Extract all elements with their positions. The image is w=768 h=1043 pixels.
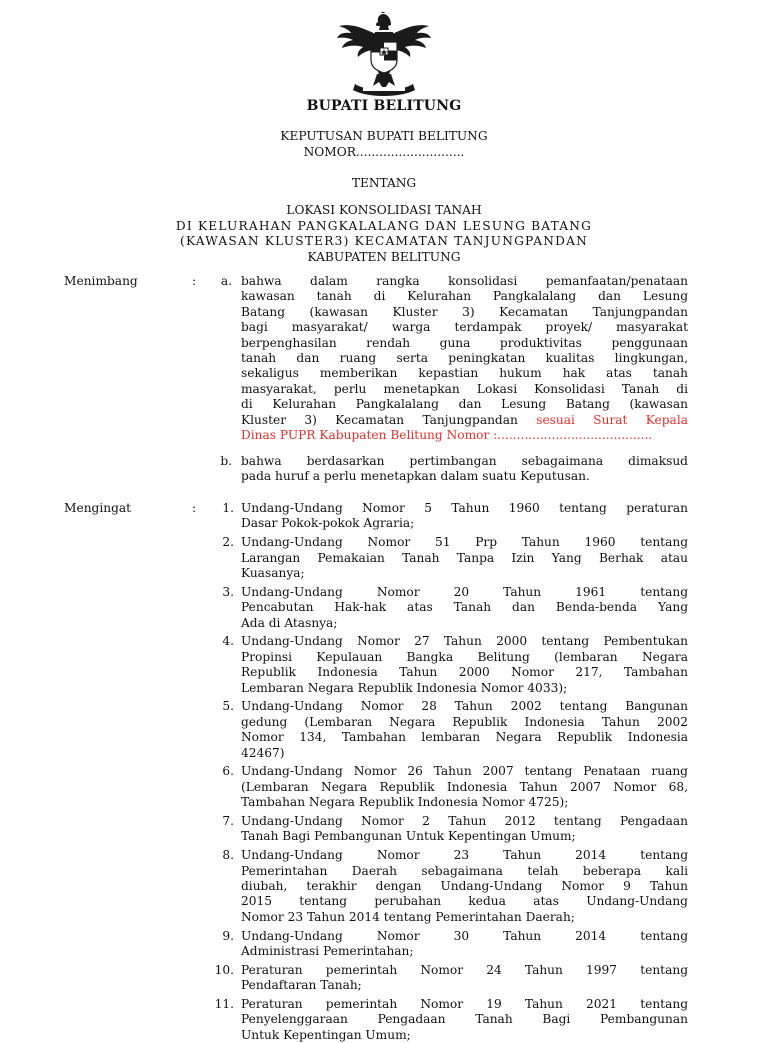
text-line: gedung (Lembaran Negara Republik Indonesia Tahun 2002 bbox=[241, 714, 688, 729]
text-line: Penyelenggaraan Pengadaan Tanah Bagi Pembangunan bbox=[241, 1012, 688, 1027]
item-number: 1. bbox=[222, 501, 234, 515]
text-line: berpenghasilan rendah guna produktivitas penggunaan bbox=[241, 335, 688, 350]
item-number: b. bbox=[220, 454, 232, 468]
text-line: Nomor 23 Tahun 2014 tentang Pemerintahan Daerah; bbox=[241, 909, 575, 924]
text-line: Undang-Undang Nomor 51 Prp Tahun 1960 tentang bbox=[241, 535, 688, 550]
text-line: Ada di Atasnya; bbox=[241, 615, 338, 630]
text-line: Larangan Pemakaian Tanah Tanpa Izin Yang Berhak atau bbox=[241, 550, 688, 565]
section-label: Mengingat bbox=[64, 501, 132, 515]
text-line: Undang-Undang Nomor 23 Tahun 2014 tentang bbox=[241, 848, 688, 863]
text-line: Undang-Undang Nomor 30 Tahun 2014 tentang bbox=[241, 928, 688, 943]
text-line: tanah dan ruang serta peningkatan kualitas lingkungan, bbox=[241, 350, 688, 365]
text-line: Lembaran Negara Republik Indonesia Nomor 4033); bbox=[241, 680, 568, 695]
item-text bbox=[241, 699, 688, 761]
item-number: a. bbox=[220, 274, 232, 288]
garuda-pancasila-emblem-icon bbox=[333, 12, 435, 98]
decree-number: NOMOR............................ bbox=[303, 145, 465, 159]
subject-line-3: (KAWASAN KLUSTER3) KECAMATAN TANJUNGPANDAN bbox=[179, 234, 589, 249]
issuer-title: BUPATI BELITUNG bbox=[306, 98, 462, 114]
text-line: Pendaftaran Tanah; bbox=[241, 978, 362, 993]
text-line: kawasan tanah di Kelurahan Pangkalalang dan Lesung bbox=[241, 289, 688, 304]
item-text bbox=[241, 814, 688, 845]
text-line: bagi masyarakat/ warga terdampak proyek/ masyarakat bbox=[241, 320, 688, 335]
text-line: Untuk Kepentingan Umum; bbox=[241, 1027, 411, 1042]
text-line: Administrasi Pemerintahan; bbox=[241, 943, 414, 958]
item-text bbox=[241, 274, 688, 443]
text-line: masyarakat, perlu menetapkan Lokasi Konsolidasi Tanah di bbox=[241, 381, 688, 396]
item-text bbox=[241, 848, 688, 925]
item-text bbox=[241, 997, 688, 1043]
text-line bbox=[241, 413, 688, 428]
section-colon: : bbox=[192, 274, 197, 288]
item-number: 8. bbox=[222, 848, 234, 863]
text-line: Nomor 134, Tambahan lembaran Negara Republik Indonesia bbox=[241, 730, 688, 745]
text-line: Peraturan pemerintah Nomor 19 Tahun 2021 tentang bbox=[241, 997, 688, 1011]
text-segment: Kluster 3) Kecamatan Tanjungpandan bbox=[241, 412, 537, 427]
subject-line-2: DI KELURAHAN PANGKALALANG DAN LESUNG BATANG bbox=[175, 218, 593, 233]
section-colon: : bbox=[192, 501, 197, 515]
subject-line-4: KABUPATEN BELITUNG bbox=[307, 249, 461, 264]
subject-line-1: LOKASI KONSOLIDASI TANAH bbox=[286, 203, 482, 217]
item-text bbox=[241, 535, 688, 581]
about-heading: TENTANG bbox=[351, 176, 417, 190]
text-line: Tambahan Negara Republik Indonesia Nomor 4725); bbox=[241, 795, 569, 810]
text-line: Republik Indonesia Tahun 2000 Nomor 217, Tambahan bbox=[241, 665, 688, 680]
item-text bbox=[241, 501, 688, 532]
decree-title: KEPUTUSAN BUPATI BELITUNG bbox=[280, 129, 488, 143]
text-line: Undang-Undang Nomor 27 Tahun 2000 tentang Pembentukan bbox=[241, 634, 688, 649]
text-line: Undang-Undang Nomor 28 Tahun 2002 tentang Bangunan bbox=[241, 699, 688, 714]
text-line: bahwa dalam rangka konsolidasi pemanfaatan/penataan bbox=[241, 274, 688, 288]
item-number: 11. bbox=[214, 997, 234, 1011]
item-text bbox=[241, 585, 688, 631]
text-line: Undang-Undang Nomor 20 Tahun 1961 tentang bbox=[241, 584, 688, 599]
text-line: sekaligus memberikan kepastian hukum hak atas tanah bbox=[241, 366, 688, 381]
text-line: 42467) bbox=[241, 745, 285, 760]
item-text bbox=[241, 764, 688, 810]
item-number: 2. bbox=[222, 535, 234, 550]
text-line: di Kelurahan Pangkalalang dan Lesung Batang (kawasan bbox=[241, 397, 688, 412]
text-line: Peraturan pemerintah Nomor 24 Tahun 1997 tentang bbox=[241, 962, 688, 977]
item-text bbox=[241, 963, 688, 994]
text-line: bahwa berdasarkan pertimbangan sebagaimana dimaksud bbox=[241, 454, 688, 468]
text-line: pada huruf a perlu menetapkan dalam suatu Keputusan. bbox=[241, 469, 590, 484]
section-label: Menimbang bbox=[64, 274, 138, 288]
text-line: (Lembaran Negara Republik Indonesia Tahun 2007 Nomor 68, bbox=[241, 779, 688, 794]
item-number: 9. bbox=[222, 928, 234, 943]
text-line: Kuasanya; bbox=[241, 565, 305, 580]
text-line: Propinsi Kepulauan Bangka Belitung (lembaran Negara bbox=[241, 649, 688, 664]
item-number: 6. bbox=[222, 764, 234, 779]
item-text bbox=[241, 454, 688, 485]
text-line: Tanah Bagi Pembangunan Untuk Kepentingan Umum; bbox=[241, 829, 576, 844]
text-line: Pencabutan Hak-hak atas Tanah dan Benda-benda Yang bbox=[241, 600, 688, 615]
text-line: 2015 tentang perubahan kedua atas Undang-Undang bbox=[241, 894, 688, 909]
text-line: Pemerintahan Daerah sebagaimana telah beberapa kali bbox=[241, 863, 688, 878]
item-number: 3. bbox=[222, 584, 234, 599]
item-number: 4. bbox=[222, 634, 234, 649]
item-number: 7. bbox=[222, 814, 234, 828]
text-line: Batang (kawasan Kluster 3) Kecamatan Tanjungpandan bbox=[241, 304, 688, 319]
text-line: Undang-Undang Nomor 5 Tahun 1960 tentang peraturan bbox=[241, 501, 688, 515]
item-text bbox=[241, 929, 688, 960]
text-line: Undang-Undang Nomor 26 Tahun 2007 tentang Penataan ruang bbox=[241, 764, 688, 779]
item-number: 10. bbox=[214, 962, 234, 977]
highlighted-text-line: Dinas PUPR Kabupaten Belitung Nomor :........................................ bbox=[241, 427, 653, 442]
text-line: diubah, terakhir dengan Undang-Undang Nomor 9 Tahun bbox=[241, 878, 688, 893]
item-text bbox=[241, 634, 688, 696]
item-number: 5. bbox=[222, 699, 234, 714]
highlighted-text: sesuai Surat Kepala bbox=[536, 412, 688, 427]
decree-subject bbox=[0, 203, 768, 265]
text-line: Dasar Pokok-pokok Agraria; bbox=[241, 516, 415, 531]
text-line: Undang-Undang Nomor 2 Tahun 2012 tentang Pengadaan bbox=[241, 814, 688, 828]
